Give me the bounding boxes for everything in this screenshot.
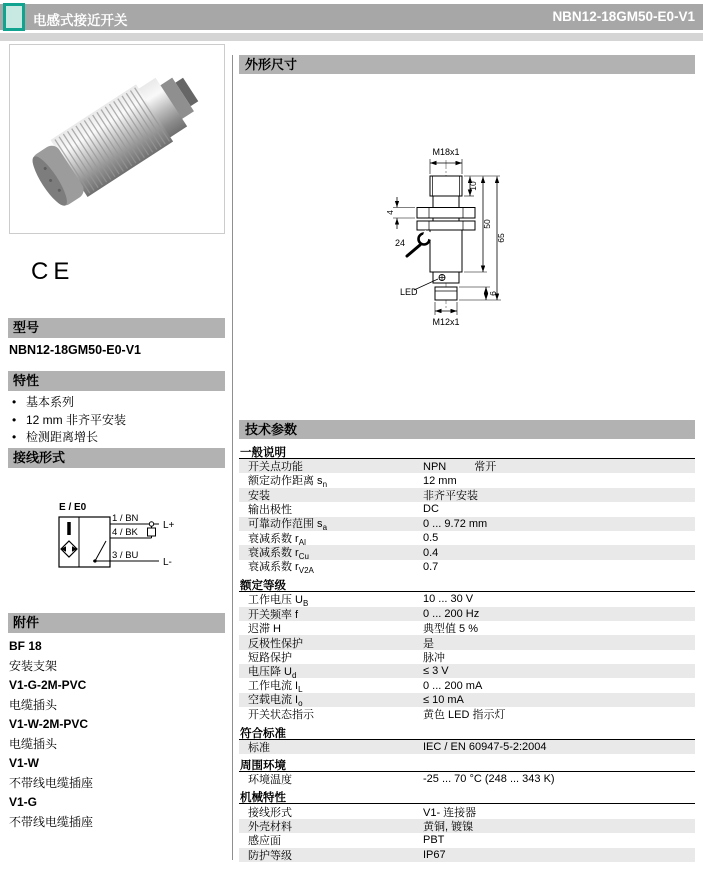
accessory-description: 不带线电缆插座 bbox=[9, 775, 94, 790]
model-number-value: NBN12-18GM50-E0-V1 bbox=[9, 343, 141, 357]
param-row bbox=[239, 560, 695, 574]
param-value: -25 ... 70 °C (248 ... 343 K) bbox=[423, 773, 555, 786]
section-header-features: 特性 bbox=[8, 371, 225, 391]
sensor-outline bbox=[417, 176, 475, 300]
param-label: 迟滞 H bbox=[248, 623, 281, 636]
param-group-header: 机械特性 bbox=[239, 786, 695, 804]
section-header-accessories: 附件 bbox=[8, 613, 225, 633]
param-value: 0.7 bbox=[423, 560, 439, 573]
param-label: 工作电压 $U_B$ bbox=[248, 593, 309, 608]
dim-6-label: 6 bbox=[488, 291, 498, 296]
param-label: 衰减系数 $r_{Cu}$ bbox=[248, 546, 309, 562]
param-label: 短路保护 bbox=[248, 651, 292, 664]
param-label: 可靠动作范围 $s_a$ bbox=[248, 518, 328, 533]
terminal-plus-label: L+ bbox=[163, 520, 175, 531]
param-label: 外壳材料 bbox=[248, 821, 292, 834]
param-label: 开关频率 f bbox=[248, 608, 299, 621]
param-label: 电压降 $U_d$ bbox=[248, 665, 297, 680]
dim-10-label: 10 bbox=[468, 181, 478, 191]
wrench-symbol bbox=[407, 230, 433, 256]
param-row bbox=[239, 592, 695, 606]
bullet-icon: • bbox=[12, 412, 17, 427]
accessory-description: 电缆插头 bbox=[9, 697, 58, 712]
param-label: 额定动作距离 $s_n$ bbox=[248, 475, 328, 490]
param-label: 防护等级 bbox=[248, 849, 292, 862]
accessory-model: V1-G bbox=[9, 795, 38, 809]
param-value: 非齐平安装 bbox=[423, 489, 478, 502]
accessory-model: V1-W bbox=[9, 756, 39, 770]
param-group-header: 周围环境 bbox=[239, 754, 695, 772]
accessory-description: 不带线电缆插座 bbox=[9, 814, 94, 829]
param-row bbox=[239, 488, 695, 502]
param-label: 开关状态指示 bbox=[248, 709, 314, 722]
section-header-model: 型号 bbox=[8, 318, 225, 338]
thread-top-label: M18x1 bbox=[432, 147, 460, 157]
param-value: 典型值 5 % bbox=[423, 623, 479, 636]
param-label: 空载电流 $I_o$ bbox=[248, 694, 303, 709]
param-value: 黄铜, 镀镍 bbox=[423, 821, 474, 834]
param-value: ≤ 10 mA bbox=[423, 694, 464, 707]
param-row bbox=[239, 848, 695, 862]
param-row bbox=[239, 772, 695, 786]
param-value: ≤ 3 V bbox=[423, 665, 449, 678]
accessory-model: V1-W-2M-PVC bbox=[9, 717, 89, 731]
accessory-description: 安装支架 bbox=[9, 658, 58, 673]
top-header-bar bbox=[0, 4, 703, 30]
param-label: 衰减系数 $r_{V2A}$ bbox=[248, 561, 314, 576]
wiring-variant-label: E / E0 bbox=[59, 502, 87, 513]
section-header-tech: 技术参数 bbox=[239, 420, 695, 439]
param-value: 0.5 bbox=[423, 532, 439, 545]
features-list bbox=[9, 394, 126, 447]
param-value-secondary: 常开 bbox=[474, 461, 497, 474]
dim-50-label: 50 bbox=[482, 219, 492, 229]
param-group-header: 一般说明 bbox=[239, 441, 695, 459]
param-label: 感应面 bbox=[248, 835, 281, 848]
param-row bbox=[239, 693, 695, 707]
param-label: 接线形式 bbox=[248, 806, 292, 819]
param-row bbox=[239, 473, 695, 490]
accessory-description: 电缆插头 bbox=[9, 736, 58, 751]
param-label: 环境温度 bbox=[248, 774, 292, 787]
param-value: 0 ... 200 Hz bbox=[423, 607, 480, 620]
page-title: 电感式接近开关 bbox=[33, 13, 128, 28]
param-label: 输出极性 bbox=[248, 504, 292, 517]
wire2-label: 4 / BK bbox=[112, 527, 138, 538]
model-number-header: NBN12-18GM50-E0-V1 bbox=[552, 9, 695, 24]
param-row bbox=[239, 804, 695, 818]
feature-text: 基本系列 bbox=[26, 395, 75, 409]
param-value: IEC / EN 60947-5-2:2004 bbox=[423, 740, 547, 753]
terminal-minus-label: L- bbox=[163, 557, 172, 568]
param-row bbox=[239, 607, 695, 621]
product-photo-illustration bbox=[10, 45, 222, 231]
ce-mark: CE bbox=[31, 258, 75, 285]
param-value: IP67 bbox=[423, 848, 446, 861]
load-symbol bbox=[148, 528, 156, 536]
param-value: V1- 连接器 bbox=[423, 806, 477, 819]
param-value: 10 ... 30 V bbox=[423, 593, 474, 606]
bullet-icon: • bbox=[12, 430, 17, 444]
led-label: LED bbox=[400, 287, 418, 297]
column-divider bbox=[232, 55, 233, 860]
param-label: 工作电流 $I_L$ bbox=[248, 680, 303, 695]
param-row bbox=[239, 740, 695, 754]
feature-item bbox=[9, 412, 126, 430]
param-value: 0 ... 200 mA bbox=[423, 679, 483, 692]
param-label: 标准 bbox=[248, 741, 270, 754]
param-value: NPN 常开 bbox=[423, 461, 497, 474]
param-group-header: 符合标准 bbox=[239, 722, 695, 740]
bullet-icon: • bbox=[12, 395, 17, 409]
param-value: 0.4 bbox=[423, 546, 439, 559]
param-label: 安装 bbox=[248, 489, 270, 502]
param-value: PBT bbox=[423, 834, 445, 847]
param-group-header: 额定等级 bbox=[239, 574, 695, 592]
accessory-model: BF 18 bbox=[9, 639, 42, 653]
param-row bbox=[239, 621, 695, 635]
param-value: 黄色 LED 指示灯 bbox=[423, 709, 506, 722]
section-header-connection: 接线形式 bbox=[8, 448, 225, 468]
accessory-model: V1-G-2M-PVC bbox=[9, 678, 87, 692]
thread-bottom-label: M12x1 bbox=[432, 317, 460, 327]
feature-text: 检测距离增长 bbox=[26, 430, 99, 444]
param-row bbox=[239, 819, 695, 833]
param-value: 12 mm bbox=[423, 474, 457, 487]
feature-item bbox=[9, 429, 126, 447]
feature-text: 12 mm 非齐平安装 bbox=[26, 412, 127, 427]
brand-icon bbox=[3, 3, 25, 31]
wire3-label: 3 / BU bbox=[112, 550, 139, 561]
wire1-label: 1 / BN bbox=[112, 513, 139, 524]
param-row bbox=[239, 833, 695, 847]
tech-table bbox=[239, 441, 695, 862]
wrench-size-label: 24 bbox=[395, 238, 406, 248]
feature-item bbox=[9, 394, 126, 412]
dim-4-label: 4 bbox=[385, 210, 395, 215]
accessories-list bbox=[9, 637, 93, 832]
param-row bbox=[239, 707, 695, 721]
param-label: 开关点功能 bbox=[248, 461, 303, 474]
param-label: 反极性保护 bbox=[248, 637, 303, 650]
header-substrip bbox=[0, 33, 703, 41]
dimension-drawing bbox=[380, 142, 520, 337]
param-row bbox=[239, 635, 695, 649]
product-photo bbox=[9, 44, 225, 234]
wiring-diagram bbox=[9, 480, 219, 605]
param-value: 是 bbox=[423, 637, 434, 650]
param-value: 脉冲 bbox=[423, 651, 445, 664]
section-header-dimensions: 外形尺寸 bbox=[239, 55, 695, 74]
param-label: 衰减系数 $r_{Al}$ bbox=[248, 532, 306, 547]
switch-contact-symbol bbox=[95, 541, 106, 561]
param-value: 0 ... 9.72 mm bbox=[423, 517, 488, 530]
param-value: DC bbox=[423, 503, 439, 516]
inductive-sensor-symbol bbox=[61, 541, 77, 557]
dim-65-label: 65 bbox=[496, 233, 506, 243]
